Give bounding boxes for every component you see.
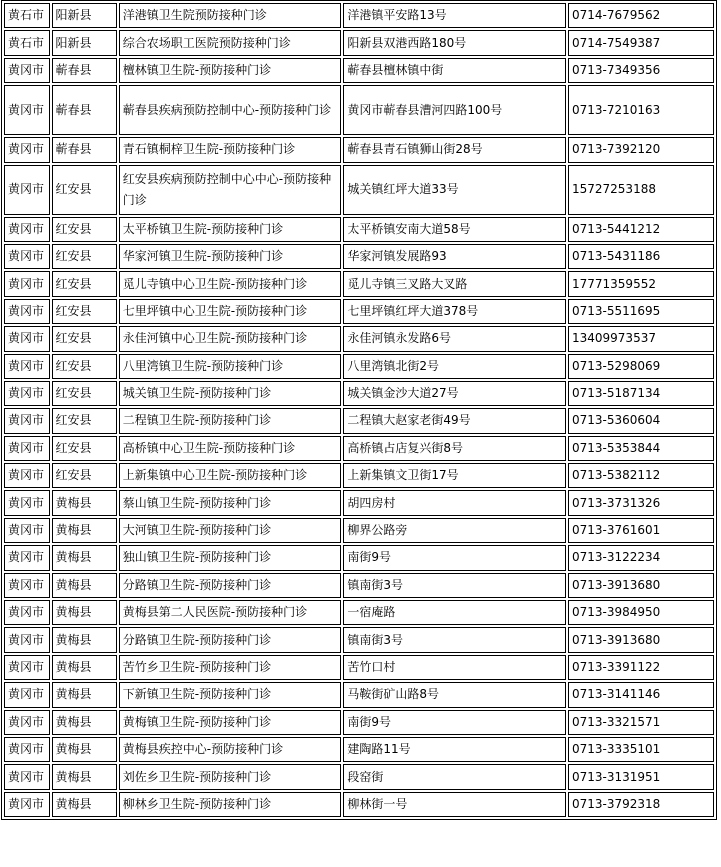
city-cell: 黄冈市 [4,545,50,570]
clinic-name-cell: 蔡山镇卫生院-预防接种门诊 [119,490,342,515]
address-cell: 上新集镇文卫街17号 [343,463,566,488]
table-row [4,408,714,433]
county-cell: 黄梅县 [52,682,117,707]
phone-cell: 0713-3984950 [568,600,714,625]
address-cell: 七里坪镇红坪大道378号 [343,299,566,324]
table-row [4,381,714,406]
city-cell: 黄冈市 [4,710,50,735]
county-cell: 黄梅县 [52,627,117,652]
city-cell: 黄冈市 [4,58,50,83]
address-cell: 柳界公路旁 [343,518,566,543]
phone-cell: 13409973537 [568,326,714,351]
clinic-name-cell: 华家河镇卫生院-预防接种门诊 [119,244,342,269]
address-cell: 高桥镇占店复兴街8号 [343,436,566,461]
phone-cell: 0713-5382112 [568,463,714,488]
table-row [4,600,714,625]
county-cell: 红安县 [52,326,117,351]
address-cell: 南街9号 [343,545,566,570]
city-cell: 黄冈市 [4,573,50,598]
address-cell: 建陶路11号 [343,737,566,762]
county-cell: 红安县 [52,244,117,269]
table-row [4,792,714,817]
table-row [4,3,714,28]
clinic-name-cell: 独山镇卫生院-预防接种门诊 [119,545,342,570]
table-row [4,217,714,242]
clinic-table [1,0,717,820]
county-cell: 黄梅县 [52,545,117,570]
table-row [4,764,714,789]
address-cell: 胡四房村 [343,490,566,515]
county-cell: 黄梅县 [52,490,117,515]
phone-cell: 0713-5298069 [568,354,714,379]
address-cell: 苦竹口村 [343,655,566,680]
phone-cell: 0713-7349356 [568,58,714,83]
county-cell: 蕲春县 [52,137,117,162]
clinic-name-cell: 太平桥镇卫生院-预防接种门诊 [119,217,342,242]
city-cell: 黄石市 [4,30,50,55]
city-cell: 黄冈市 [4,85,50,135]
county-cell: 红安县 [52,299,117,324]
table-row [4,299,714,324]
clinic-name-cell: 下新镇卫生院-预防接种门诊 [119,682,342,707]
phone-cell: 0713-5431186 [568,244,714,269]
table-row [4,627,714,652]
address-cell: 马鞍街矿山路8号 [343,682,566,707]
address-cell: 城关镇金沙大道27号 [343,381,566,406]
address-cell: 八里湾镇北街2号 [343,354,566,379]
city-cell: 黄冈市 [4,271,50,296]
address-cell: 蕲春县檀林镇中街 [343,58,566,83]
county-cell: 阳新县 [52,3,117,28]
table-row [4,85,714,135]
clinic-table-body [4,3,714,817]
city-cell: 黄冈市 [4,627,50,652]
table-row [4,573,714,598]
phone-cell: 0713-7210163 [568,85,714,135]
table-row [4,655,714,680]
city-cell: 黄冈市 [4,217,50,242]
county-cell: 红安县 [52,408,117,433]
address-cell: 二程镇大赵家老街49号 [343,408,566,433]
county-cell: 黄梅县 [52,600,117,625]
phone-cell: 0713-5511695 [568,299,714,324]
phone-cell: 0713-3792318 [568,792,714,817]
city-cell: 黄冈市 [4,408,50,433]
clinic-name-cell: 觅儿寺镇中心卫生院-预防接种门诊 [119,271,342,296]
city-cell: 黄冈市 [4,137,50,162]
clinic-name-cell: 青石镇桐梓卫生院-预防接种门诊 [119,137,342,162]
county-cell: 红安县 [52,165,117,215]
address-cell: 洋港镇平安路13号 [343,3,566,28]
county-cell: 蕲春县 [52,85,117,135]
clinic-name-cell: 柳林乡卫生院-预防接种门诊 [119,792,342,817]
city-cell: 黄冈市 [4,436,50,461]
address-cell: 永佳河镇永发路6号 [343,326,566,351]
clinic-name-cell: 城关镇卫生院-预防接种门诊 [119,381,342,406]
city-cell: 黄石市 [4,3,50,28]
phone-cell: 0713-3391122 [568,655,714,680]
phone-cell: 0713-3335101 [568,737,714,762]
phone-cell: 0713-5360604 [568,408,714,433]
table-row [4,518,714,543]
clinic-name-cell: 综合农场职工医院预防接种门诊 [119,30,342,55]
clinic-name-cell: 檀林镇卫生院-预防接种门诊 [119,58,342,83]
county-cell: 红安县 [52,271,117,296]
clinic-name-cell: 黄梅县第二人民医院-预防接种门诊 [119,600,342,625]
phone-cell: 15727253188 [568,165,714,215]
phone-cell: 17771359552 [568,271,714,296]
county-cell: 黄梅县 [52,655,117,680]
phone-cell: 0714-7679562 [568,3,714,28]
table-row [4,682,714,707]
county-cell: 阳新县 [52,30,117,55]
city-cell: 黄冈市 [4,737,50,762]
clinic-name-cell: 蕲春县疾病预防控制中心-预防接种门诊 [119,85,342,135]
phone-cell: 0713-3141146 [568,682,714,707]
city-cell: 黄冈市 [4,326,50,351]
table-row [4,463,714,488]
county-cell: 蕲春县 [52,58,117,83]
phone-cell: 0713-3321571 [568,710,714,735]
address-cell: 觅儿寺镇三叉路大叉路 [343,271,566,296]
county-cell: 黄梅县 [52,710,117,735]
phone-cell: 0714-7549387 [568,30,714,55]
table-row [4,436,714,461]
city-cell: 黄冈市 [4,463,50,488]
table-row [4,354,714,379]
city-cell: 黄冈市 [4,299,50,324]
phone-cell: 0713-7392120 [568,137,714,162]
address-cell: 黄冈市蕲春县漕河四路100号 [343,85,566,135]
county-cell: 黄梅县 [52,792,117,817]
clinic-name-cell: 黄梅县疾控中心-预防接种门诊 [119,737,342,762]
address-cell: 南街9号 [343,710,566,735]
city-cell: 黄冈市 [4,518,50,543]
clinic-name-cell: 高桥镇中心卫生院-预防接种门诊 [119,436,342,461]
phone-cell: 0713-3913680 [568,573,714,598]
clinic-name-cell: 七里坪镇中心卫生院-预防接种门诊 [119,299,342,324]
address-cell: 段窑街 [343,764,566,789]
table-row [4,737,714,762]
table-row [4,271,714,296]
county-cell: 黄梅县 [52,573,117,598]
city-cell: 黄冈市 [4,600,50,625]
phone-cell: 0713-5187134 [568,381,714,406]
clinic-name-cell: 大河镇卫生院-预防接种门诊 [119,518,342,543]
clinic-name-cell: 分路镇卫生院-预防接种门诊 [119,573,342,598]
phone-cell: 0713-3122234 [568,545,714,570]
city-cell: 黄冈市 [4,655,50,680]
phone-cell: 0713-5353844 [568,436,714,461]
table-row [4,58,714,83]
city-cell: 黄冈市 [4,490,50,515]
phone-cell: 0713-3731326 [568,490,714,515]
city-cell: 黄冈市 [4,381,50,406]
city-cell: 黄冈市 [4,792,50,817]
table-row [4,326,714,351]
address-cell: 柳林街一号 [343,792,566,817]
city-cell: 黄冈市 [4,244,50,269]
table-row [4,30,714,55]
address-cell: 阳新县双港西路180号 [343,30,566,55]
city-cell: 黄冈市 [4,165,50,215]
clinic-name-cell: 黄梅镇卫生院-预防接种门诊 [119,710,342,735]
county-cell: 红安县 [52,436,117,461]
city-cell: 黄冈市 [4,764,50,789]
clinic-name-cell: 永佳河镇中心卫生院-预防接种门诊 [119,326,342,351]
phone-cell: 0713-3913680 [568,627,714,652]
phone-cell: 0713-3131951 [568,764,714,789]
phone-cell: 0713-5441212 [568,217,714,242]
county-cell: 红安县 [52,217,117,242]
clinic-name-cell: 上新集镇中心卫生院-预防接种门诊 [119,463,342,488]
county-cell: 红安县 [52,381,117,406]
table-row [4,710,714,735]
address-cell: 城关镇红坪大道33号 [343,165,566,215]
county-cell: 红安县 [52,463,117,488]
table-row [4,165,714,215]
table-row [4,244,714,269]
clinic-name-cell: 洋港镇卫生院预防接种门诊 [119,3,342,28]
clinic-name-cell: 分路镇卫生院-预防接种门诊 [119,627,342,652]
county-cell: 红安县 [52,354,117,379]
clinic-name-cell: 刘佐乡卫生院-预防接种门诊 [119,764,342,789]
county-cell: 黄梅县 [52,737,117,762]
table-row [4,490,714,515]
clinic-name-cell: 八里湾镇卫生院-预防接种门诊 [119,354,342,379]
city-cell: 黄冈市 [4,354,50,379]
clinic-name-cell: 红安县疾病预防控制中心中心-预防接种门诊 [119,165,342,215]
county-cell: 黄梅县 [52,764,117,789]
table-row [4,545,714,570]
address-cell: 蕲春县青石镇狮山街28号 [343,137,566,162]
table-row [4,137,714,162]
address-cell: 华家河镇发展路93 [343,244,566,269]
city-cell: 黄冈市 [4,682,50,707]
phone-cell: 0713-3761601 [568,518,714,543]
address-cell: 镇南街3号 [343,627,566,652]
address-cell: 一宿庵路 [343,600,566,625]
clinic-name-cell: 苦竹乡卫生院-预防接种门诊 [119,655,342,680]
clinic-name-cell: 二程镇卫生院-预防接种门诊 [119,408,342,433]
address-cell: 镇南街3号 [343,573,566,598]
address-cell: 太平桥镇安南大道58号 [343,217,566,242]
county-cell: 黄梅县 [52,518,117,543]
